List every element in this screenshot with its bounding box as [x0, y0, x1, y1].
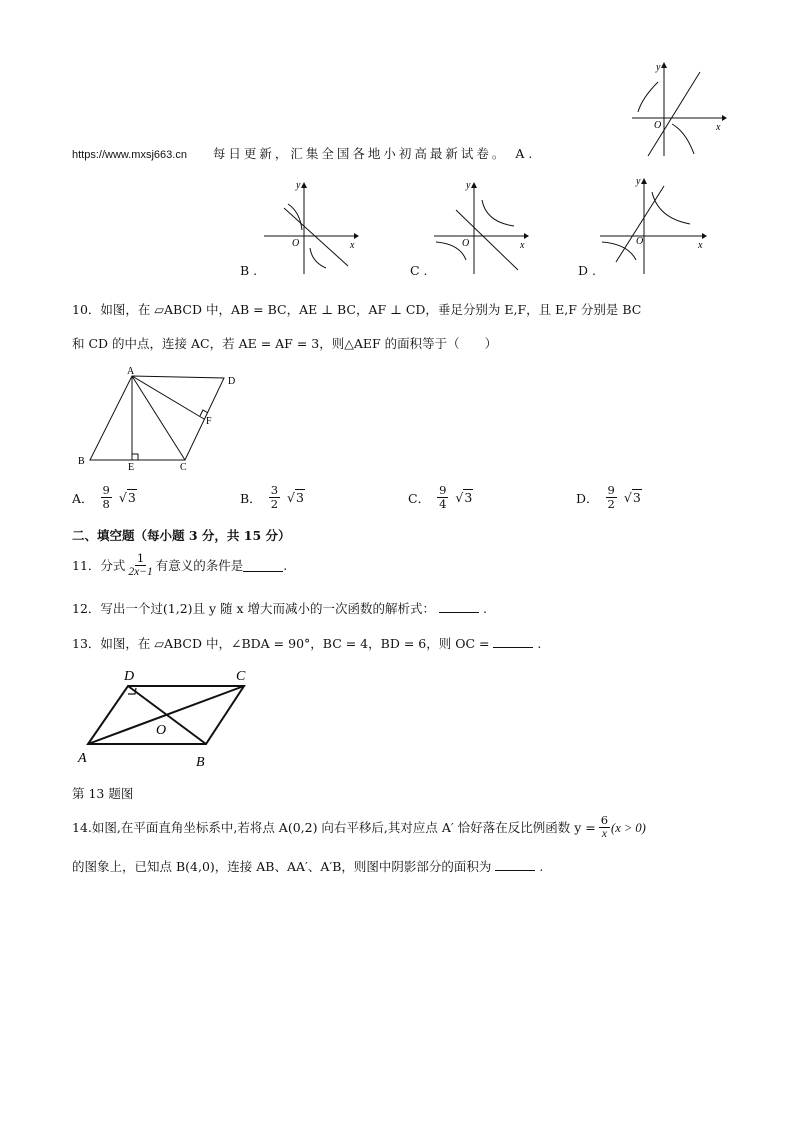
radicand: 3 [295, 490, 304, 505]
fraction-denominator: 4 [439, 497, 447, 511]
graph-option-d [598, 172, 710, 278]
q14-end: . [539, 859, 544, 874]
q13-text: 13．如图，在 ▱ABCD 中，∠BDA = 90°，BC = 4，BD = 6，则 OC = [72, 636, 490, 651]
q10-option-c [408, 484, 473, 511]
y-axis-label: y [296, 180, 301, 191]
fig13-label-d: D [124, 669, 135, 684]
option-a-label: A . [515, 146, 533, 161]
q13 [72, 635, 541, 653]
answer-blank[interactable] [495, 858, 535, 871]
fig10-label-c: C [180, 462, 187, 473]
fraction-numerator: 9 [439, 483, 447, 497]
x-axis-label: x [716, 122, 721, 133]
option-label: A． [72, 490, 94, 506]
answer-blank[interactable] [493, 635, 533, 648]
fig10-label-a: A [127, 366, 135, 377]
fraction-denominator: 8 [102, 497, 110, 511]
x-axis-label: x [350, 240, 355, 251]
origin-label: O [292, 238, 300, 249]
fraction-numerator: 6 [600, 813, 609, 827]
q13-end: . [537, 636, 542, 651]
option-c-label: C . [410, 263, 428, 278]
q10-option-d [576, 484, 642, 511]
fraction-denominator: 2x−1 [128, 566, 153, 578]
fig10-label-e: E [128, 462, 135, 473]
radicand: 3 [127, 490, 136, 505]
answer-blank[interactable] [439, 600, 479, 613]
graph-option-b [260, 178, 360, 278]
fig13-label-c: C [236, 669, 246, 684]
section-title: 二、填空题（每小题 3 分，共 15 分） [72, 528, 291, 543]
q14-line2 [72, 858, 543, 876]
q11-prefix: 11．分式 [72, 557, 126, 573]
x-axis-label: x [698, 240, 703, 251]
fraction-numerator: 9 [607, 483, 615, 497]
fraction-numerator: 3 [270, 483, 279, 497]
sqrt-symbol: √3 [118, 490, 136, 505]
q10-line2: 和 CD 的中点，连接 AC，若 AE = AF = 3，则△AEF 的面积等于（ ） [72, 336, 498, 351]
option-d-label: D . [578, 263, 596, 278]
origin-label: O [462, 238, 470, 249]
q12 [72, 600, 487, 618]
graph-option-c [430, 178, 530, 278]
y-axis-label: y [466, 180, 471, 191]
q10-line1: 10．如图，在 ▱ABCD 中，AB = BC，AE ⊥ BC，AF ⊥ CD，垂足分别为 E,F，且 E,F 分别是 BC [72, 302, 642, 317]
fraction-denominator: x [601, 828, 607, 840]
q11 [72, 552, 287, 579]
q14-line1 [72, 814, 646, 841]
header-line [72, 145, 532, 164]
header-slogan: 每日更新，汇集全国各地小初高最新试卷。 [212, 146, 508, 161]
fig13-label-b: B [196, 755, 205, 770]
option-label: C． [408, 490, 431, 506]
x-axis-label: x [520, 240, 525, 251]
fig10-label-b: B [78, 456, 85, 467]
sqrt-symbol: √3 [455, 490, 473, 505]
graph-option-a [628, 60, 728, 160]
header-url[interactable]: https://www.mxsj663.cn [72, 149, 187, 161]
q14-domain: (x > 0) [611, 820, 646, 835]
fraction-numerator: 9 [102, 483, 110, 497]
q14-text-b: 的图象上，已知点 B(4,0)，连接 AB、AA′、A′B，则图中阴影部分的面积为 [72, 859, 492, 874]
q13-figure [72, 664, 272, 774]
fraction-denominator: 2 [607, 497, 615, 511]
fig13-label-a: A [78, 751, 87, 766]
q10-option-a [72, 484, 137, 511]
radicand: 3 [464, 490, 473, 505]
radicand: 3 [632, 490, 641, 505]
q11-suffix: 有意义的条件是 [155, 557, 244, 573]
q12-end: . [483, 601, 487, 616]
q14-text-a: 14.如图,在平面直角坐标系中,若将点 A(0,2) 向右平移后,其对应点 A′ 恰好落在反比例函数 y = [72, 819, 596, 835]
sqrt-symbol: √3 [287, 490, 304, 505]
q13-caption: 第 13 题图 [72, 786, 134, 801]
sqrt-symbol: √3 [623, 490, 641, 505]
fig10-label-d: D [228, 376, 236, 387]
fraction-numerator: 1 [136, 551, 145, 565]
y-axis-label: y [636, 176, 641, 187]
q12-text: 12．写出一个过(1,2)且 y 随 x 增大而减小的一次函数的解析式： [72, 601, 436, 616]
q10-figure [72, 364, 252, 474]
option-b-label: B . [240, 263, 258, 278]
origin-label: O [636, 236, 644, 247]
option-label: B． [240, 490, 262, 506]
option-label: D． [576, 490, 599, 506]
q10-option-b [240, 484, 305, 511]
answer-blank[interactable] [243, 559, 283, 572]
origin-label: O [654, 120, 662, 131]
q11-end: . [283, 557, 288, 573]
fig13-label-o: O [156, 723, 167, 738]
fig10-label-f: F [206, 416, 212, 427]
y-axis-label: y [656, 62, 661, 73]
fraction-denominator: 2 [270, 497, 279, 511]
